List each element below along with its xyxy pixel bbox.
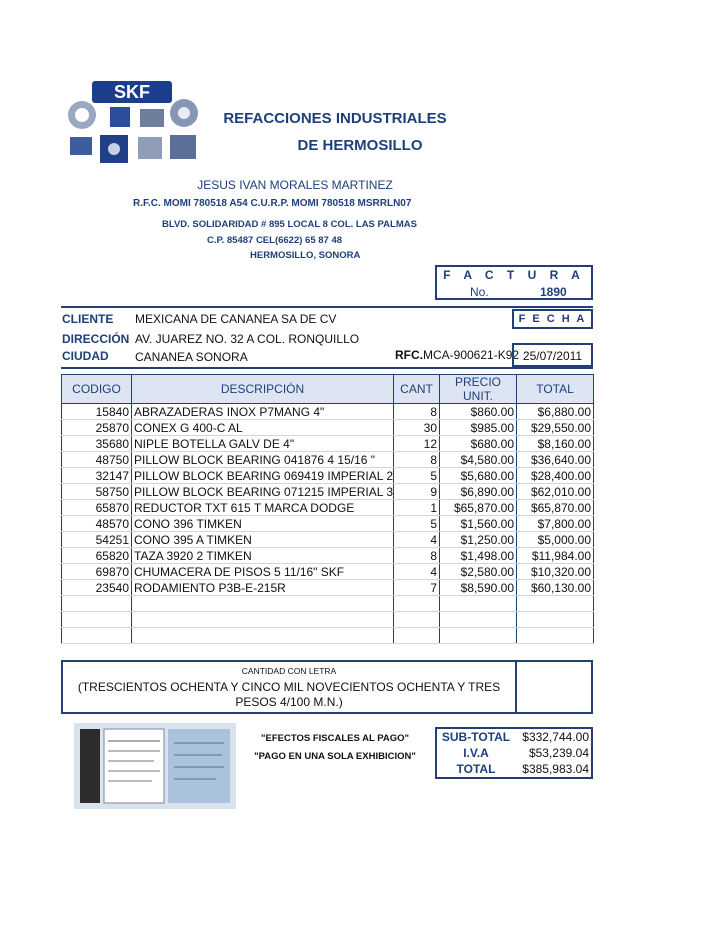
- total-label: TOTAL: [456, 762, 496, 776]
- tax-seal-image: [74, 723, 236, 809]
- company-name-line1: REFACCIONES INDUSTRIALES: [223, 110, 447, 127]
- col-header-description: DESCRIPCIÓN: [132, 375, 394, 404]
- cell-unit-price: $6,890.00: [440, 484, 517, 500]
- subtotal-row: [437, 730, 591, 746]
- table-row: [62, 548, 594, 564]
- client-address: AV. JUAREZ NO. 32 A COL. RONQUILLO: [135, 332, 360, 346]
- cell-total: $60,130.00: [517, 580, 594, 596]
- address-label: DIRECCIÓN: [62, 332, 130, 346]
- skf-logo-text: SKF: [114, 82, 150, 102]
- iva-row: [437, 746, 591, 762]
- cell-qty: 5: [394, 516, 440, 532]
- cell-description: CONO 395 A TIMKEN: [132, 532, 394, 548]
- cell-description: TAZA 3920 2 TIMKEN: [132, 548, 394, 564]
- iva-label: I.V.A: [463, 746, 489, 760]
- table-row: [62, 564, 594, 580]
- cell-unit-price: $1,250.00: [440, 532, 517, 548]
- cell-qty: 1: [394, 500, 440, 516]
- cell-total: $10,320.00: [517, 564, 594, 580]
- cell-unit-price: $680.00: [440, 436, 517, 452]
- cell-total: $62,010.00: [517, 484, 594, 500]
- cell-qty: 12: [394, 436, 440, 452]
- cell-qty: 8: [394, 452, 440, 468]
- address-line3: HERMOSILLO, SONORA: [250, 250, 361, 261]
- subtotal-value: $332,744.00: [522, 730, 589, 744]
- cell-qty: 9: [394, 484, 440, 500]
- table-row: [62, 436, 594, 452]
- rfc-curp: R.F.C. MOMI 780518 A54 C.U.R.P. MOMI 780518 MSRRLN07: [133, 198, 412, 209]
- company-name-line2: DE HERMOSILLO: [297, 137, 423, 154]
- cell-qty: 4: [394, 532, 440, 548]
- table-row: [62, 420, 594, 436]
- cell-code: 69870: [62, 564, 132, 580]
- cell-code: 32147: [62, 468, 132, 484]
- cell-qty: [394, 596, 440, 612]
- cell-description: CONEX G 400-C AL: [132, 420, 394, 436]
- table-row: [62, 404, 594, 420]
- cell-description: RODAMIENTO P3B-E-215R: [132, 580, 394, 596]
- table-row: [62, 580, 594, 596]
- cell-code: 15840: [62, 404, 132, 420]
- iva-value: $53,239.04: [528, 746, 589, 760]
- cell-description: NIPLE BOTELLA GALV DE 4": [132, 436, 394, 452]
- cell-total: $6,880.00: [517, 404, 594, 420]
- cell-code: 65870: [62, 500, 132, 516]
- cell-unit-price: $5,680.00: [440, 468, 517, 484]
- cell-description: PILLOW BLOCK BEARING 069419 IMPERIAL 2: [132, 468, 394, 484]
- date-label: F E C H A: [518, 313, 587, 325]
- cell-total: $65,870.00: [517, 500, 594, 516]
- cell-code: 58750: [62, 484, 132, 500]
- client-label: CLIENTE: [62, 312, 114, 326]
- items-table: [61, 374, 594, 644]
- address-line1: BLVD. SOLIDARIDAD # 895 LOCAL 8 COL. LAS PALMAS: [162, 219, 417, 230]
- cell-unit-price: [440, 596, 517, 612]
- cell-description: ABRAZADERAS INOX P7MANG 4": [132, 404, 394, 420]
- cell-total: $11,984.00: [517, 548, 594, 564]
- cell-code: 48570: [62, 516, 132, 532]
- cell-description: REDUCTOR TXT 615 T MARCA DODGE: [132, 500, 394, 516]
- cell-code: 54251: [62, 532, 132, 548]
- rfc-label: RFC.: [395, 348, 423, 362]
- cell-qty: 30: [394, 420, 440, 436]
- invoice-number-box: [435, 265, 593, 300]
- col-header-code: CODIGO: [62, 375, 132, 404]
- cell-qty: 8: [394, 548, 440, 564]
- empty-table-row: [62, 612, 594, 628]
- cell-qty: 5: [394, 468, 440, 484]
- payment-note: "PAGO EN UNA SOLA EXHIBICION": [254, 751, 416, 762]
- invoice-no-label: No.: [470, 285, 489, 299]
- cell-code: [62, 596, 132, 612]
- amount-in-words-label: CANTIDAD CON LETRA: [241, 666, 337, 676]
- cell-total: $8,160.00: [517, 436, 594, 452]
- date-value-box: [512, 343, 593, 367]
- amount-in-words-line1: (TRESCIENTOS OCHENTA Y CINCO MIL NOVECIENTOS OCHENTA Y TRES: [77, 680, 501, 694]
- totals-box: [435, 727, 593, 779]
- table-header-row: [62, 375, 594, 404]
- cell-unit-price: [440, 628, 517, 644]
- table-row: [62, 500, 594, 516]
- cell-code: 35680: [62, 436, 132, 452]
- client-name: MEXICANA DE CANANEA SA DE CV: [135, 312, 337, 326]
- client-city: CANANEA SONORA: [135, 350, 248, 364]
- amount-in-words-line2: PESOS 4/100 M.N.): [235, 695, 343, 709]
- total-row: [437, 762, 591, 778]
- cell-description: CONO 396 TIMKEN: [132, 516, 394, 532]
- cell-total: [517, 612, 594, 628]
- invoice-number: 1890: [540, 285, 567, 299]
- cell-unit-price: $1,498.00: [440, 548, 517, 564]
- client-rfc: [395, 348, 519, 362]
- cell-code: [62, 628, 132, 644]
- divider: [61, 367, 593, 369]
- cell-code: 23540: [62, 580, 132, 596]
- invoice-date: 25/07/2011: [522, 349, 583, 363]
- cell-total: $36,640.00: [517, 452, 594, 468]
- empty-table-row: [62, 628, 594, 644]
- cell-unit-price: $8,590.00: [440, 580, 517, 596]
- cell-description: [132, 596, 394, 612]
- total-value: $385,983.04: [522, 762, 589, 776]
- table-row: [62, 468, 594, 484]
- cell-unit-price: $65,870.00: [440, 500, 517, 516]
- table-row: [62, 532, 594, 548]
- cell-qty: 8: [394, 404, 440, 420]
- amount-in-words-box: [61, 660, 593, 714]
- fiscal-note: "EFECTOS FISCALES AL PAGO": [260, 733, 409, 744]
- cell-total: $5,000.00: [517, 532, 594, 548]
- cell-total: [517, 596, 594, 612]
- cell-qty: [394, 628, 440, 644]
- col-header-qty: CANT: [394, 375, 440, 404]
- subtotal-label: SUB-TOTAL: [441, 730, 511, 744]
- cell-unit-price: [440, 612, 517, 628]
- cell-qty: 4: [394, 564, 440, 580]
- col-header-unit-price: PRECIO UNIT.: [440, 375, 517, 404]
- owner-name: JESUS IVAN MORALES MARTINEZ: [197, 178, 393, 192]
- rfc-value: MCA-900621-K92: [423, 348, 520, 362]
- table-row: [62, 484, 594, 500]
- table-row: [62, 452, 594, 468]
- divider: [61, 306, 593, 308]
- table-row: [62, 516, 594, 532]
- cell-description: CHUMACERA DE PISOS 5 11/16" SKF: [132, 564, 394, 580]
- cell-qty: [394, 612, 440, 628]
- cell-description: PILLOW BLOCK BEARING 041876 4 15/16 ": [132, 452, 394, 468]
- cell-unit-price: $860.00: [440, 404, 517, 420]
- col-header-total: TOTAL: [517, 375, 594, 404]
- address-line2: C.P. 85487 CEL(6622) 65 87 48: [207, 235, 343, 246]
- cell-code: 25870: [62, 420, 132, 436]
- city-label: CIUDAD: [62, 349, 109, 363]
- cell-unit-price: $1,560.00: [440, 516, 517, 532]
- invoice-title: F A C T U R A: [443, 268, 585, 282]
- cell-description: [132, 628, 394, 644]
- cell-total: [517, 628, 594, 644]
- cell-total: $29,550.00: [517, 420, 594, 436]
- cell-qty: 7: [394, 580, 440, 596]
- cell-total: $28,400.00: [517, 468, 594, 484]
- cell-unit-price: $2,580.00: [440, 564, 517, 580]
- cell-code: [62, 612, 132, 628]
- empty-table-row: [62, 596, 594, 612]
- cell-code: 48750: [62, 452, 132, 468]
- date-label-box: [512, 309, 593, 329]
- cell-code: 65820: [62, 548, 132, 564]
- cell-total: $7,800.00: [517, 516, 594, 532]
- cell-description: PILLOW BLOCK BEARING 071215 IMPERIAL 3: [132, 484, 394, 500]
- cell-unit-price: $4,580.00: [440, 452, 517, 468]
- cell-description: [132, 612, 394, 628]
- cell-unit-price: $985.00: [440, 420, 517, 436]
